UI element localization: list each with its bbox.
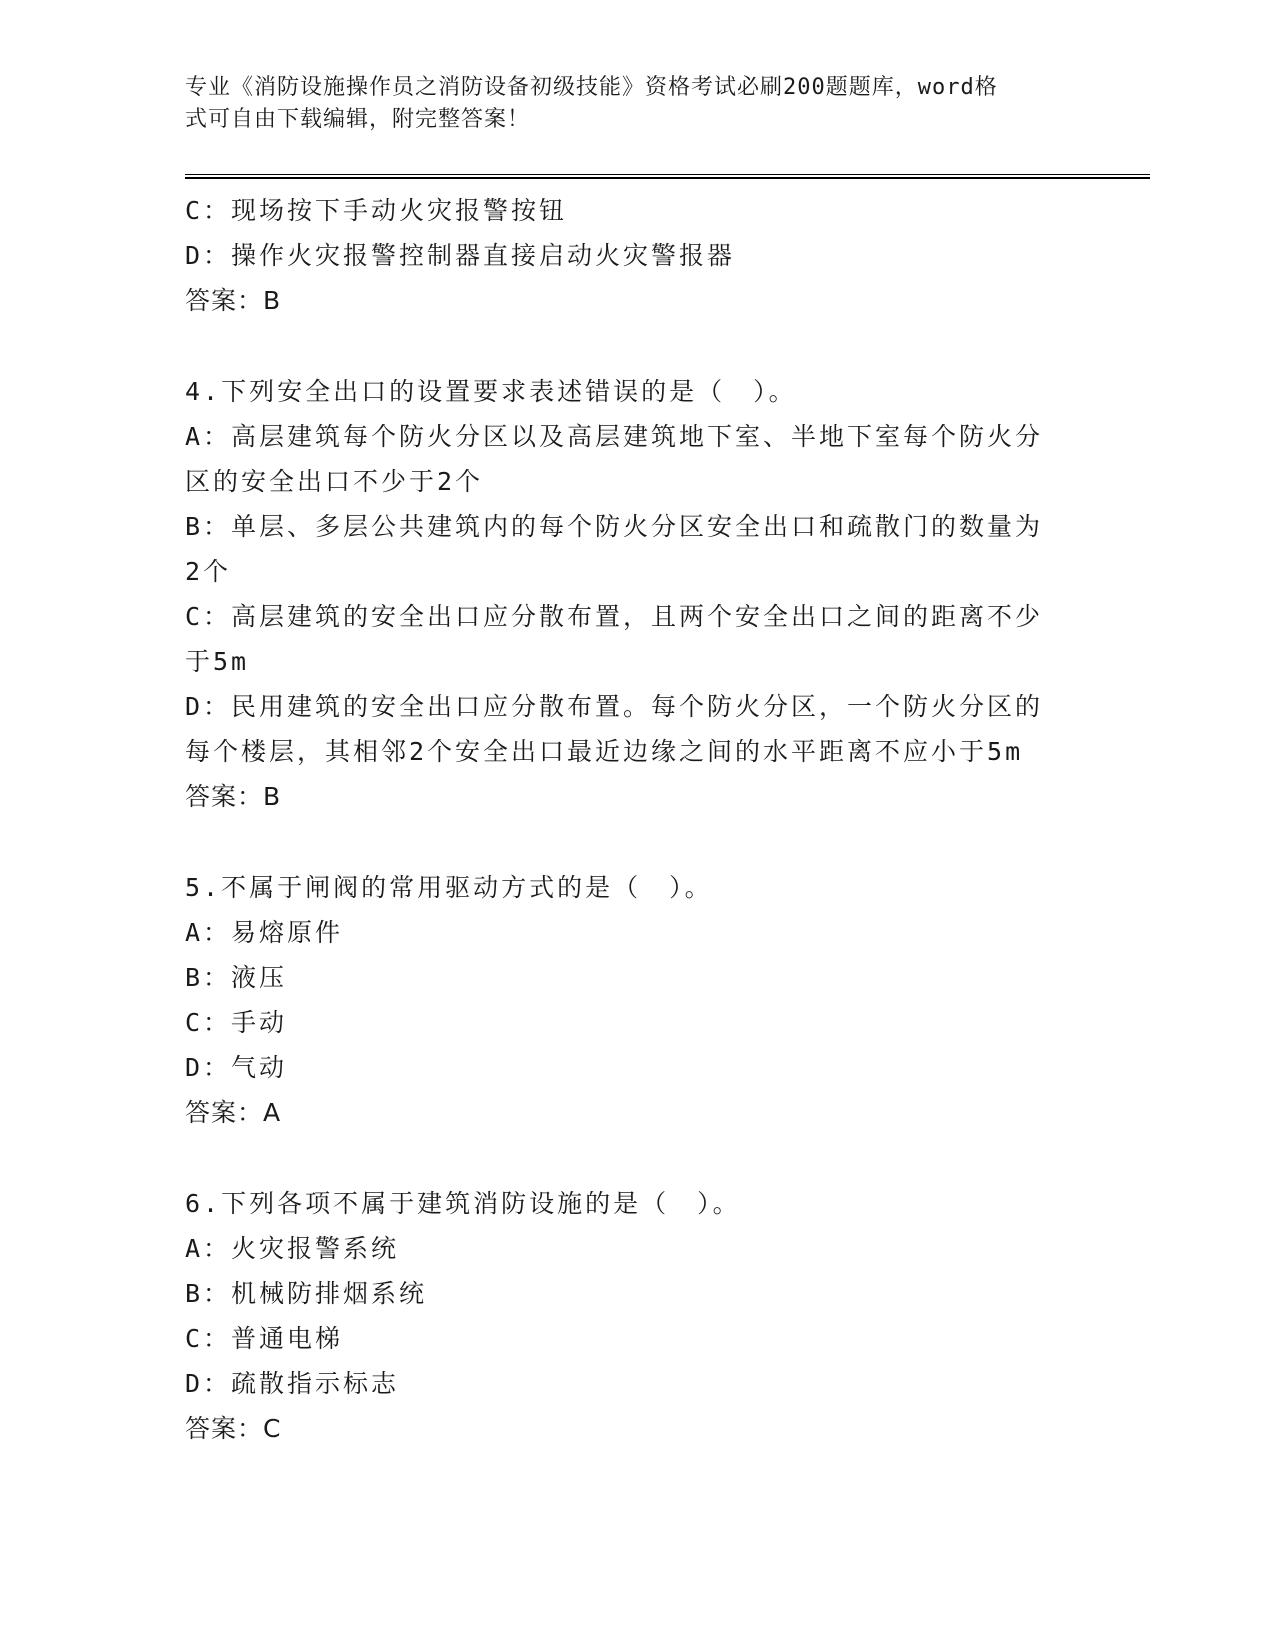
- question-text: 6.下列各项不属于建筑消防设施的是（ ）。: [185, 1189, 741, 1218]
- header-line-2: 式可自由下载编辑，附完整答案！: [185, 107, 531, 132]
- option-b-line-2: 2个: [185, 557, 232, 586]
- header-line-1: 专业《消防设施操作员之消防设备初级技能》资格考试必刷200题题库，word格: [185, 75, 998, 100]
- question-text: 4.下列安全出口的设置要求表述错误的是（ ）。: [185, 377, 797, 406]
- header-divider: [185, 174, 1150, 179]
- question-5: [185, 865, 1075, 1136]
- question-6: [185, 1181, 1075, 1452]
- spacer: [185, 820, 1075, 865]
- option-b: B：液压: [185, 963, 288, 992]
- question-list: [185, 188, 1075, 1452]
- answer: 答案：C: [185, 1414, 282, 1443]
- option-c: C：手动: [185, 1008, 288, 1037]
- option-c-line-2: 于5m: [185, 647, 250, 676]
- option-d: D：气动: [185, 1053, 288, 1082]
- option-d-line-1: D：民用建筑的安全出口应分散布置。每个防火分区，一个防火分区的: [185, 692, 1044, 721]
- option-d: D：疏散指示标志: [185, 1369, 400, 1398]
- question-4: [185, 369, 1075, 820]
- option-b-line-1: B：单层、多层公共建筑内的每个防火分区安全出口和疏散门的数量为: [185, 512, 1044, 541]
- option-a-line-2: 区的安全出口不少于2个: [185, 467, 484, 496]
- question-3-continuation: [185, 188, 1075, 324]
- option-b: B：机械防排烟系统: [185, 1279, 428, 1308]
- option-a: A：易熔原件: [185, 918, 344, 947]
- document-header: [185, 72, 1065, 136]
- option-c-line-1: C：高层建筑的安全出口应分散布置，且两个安全出口之间的距离不少: [185, 602, 1044, 631]
- answer: 答案：B: [185, 782, 282, 811]
- option-c: C：普通电梯: [185, 1324, 344, 1353]
- spacer: [185, 1136, 1075, 1181]
- option-a-line-1: A：高层建筑每个防火分区以及高层建筑地下室、半地下室每个防火分: [185, 422, 1044, 451]
- option-a: A：火灾报警系统: [185, 1234, 400, 1263]
- option-c: C：现场按下手动火灾报警按钮: [185, 196, 568, 225]
- spacer: [185, 324, 1075, 369]
- option-d: D：操作火灾报警控制器直接启动火灾警报器: [185, 241, 736, 270]
- question-text: 5.不属于闸阀的常用驱动方式的是（ ）。: [185, 873, 713, 902]
- answer: 答案：A: [185, 1098, 282, 1127]
- answer: 答案：B: [185, 286, 282, 315]
- option-d-line-2: 每个楼层，其相邻2个安全出口最近边缘之间的水平距离不应小于5m: [185, 737, 1024, 766]
